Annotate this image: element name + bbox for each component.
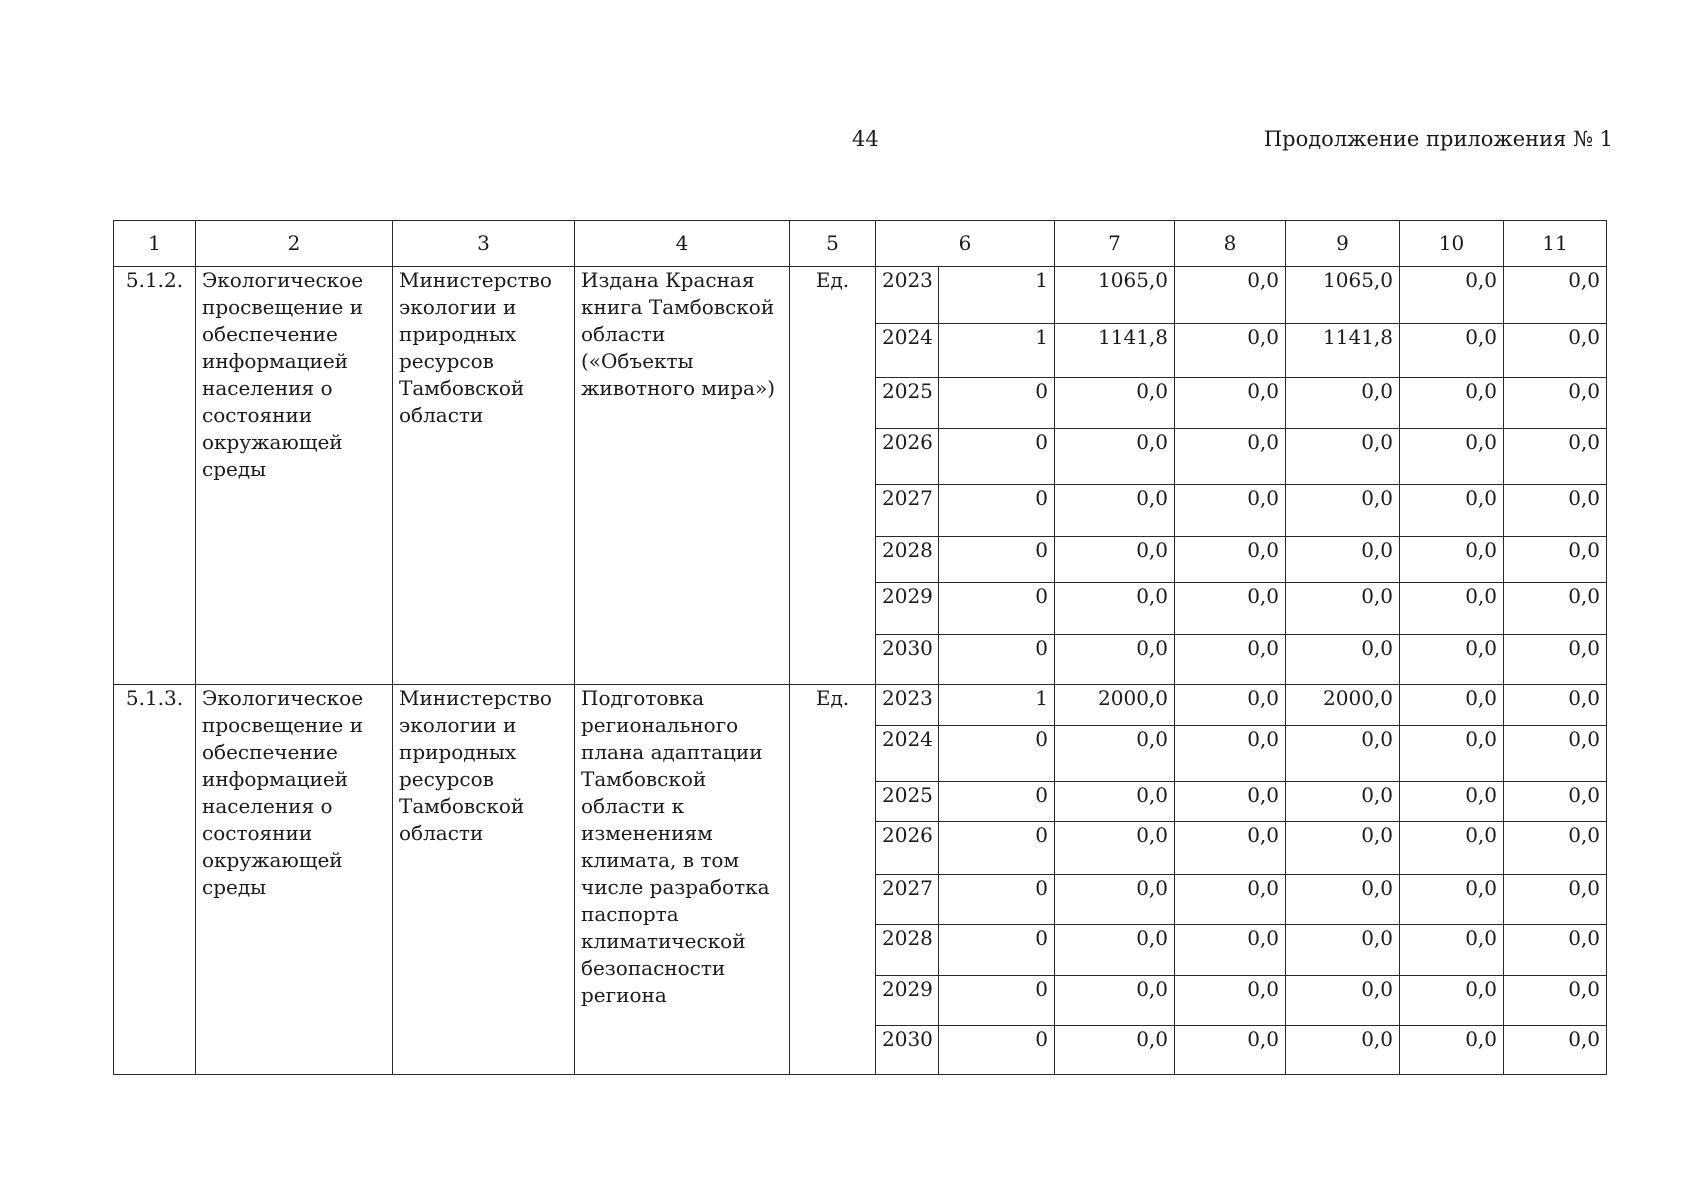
- regional-budget-cell: 0,0: [1286, 925, 1400, 976]
- extrabudgetary-funds-cell: 0,0: [1504, 378, 1607, 429]
- total-funding-cell: 1141,8: [1055, 324, 1175, 378]
- total-funding-cell: 0,0: [1055, 726, 1175, 782]
- column-header: 11: [1504, 221, 1607, 267]
- extrabudgetary-funds-cell: 0,0: [1504, 429, 1607, 485]
- activity-code: 5.1.3.: [114, 685, 196, 1075]
- total-funding-cell: 0,0: [1055, 925, 1175, 976]
- local-budget-cell: 0,0: [1400, 976, 1504, 1026]
- federal-budget-cell: 0,0: [1175, 324, 1286, 378]
- indicator-value-cell: 0: [939, 1026, 1055, 1075]
- local-budget-cell: 0,0: [1400, 583, 1504, 635]
- year-cell: 2028: [876, 925, 939, 976]
- column-header: 2: [196, 221, 393, 267]
- regional-budget-cell: 0,0: [1286, 378, 1400, 429]
- column-header: 5: [790, 221, 876, 267]
- federal-budget-cell: 0,0: [1175, 976, 1286, 1026]
- extrabudgetary-funds-cell: 0,0: [1504, 537, 1607, 583]
- year-cell: 2023: [876, 267, 939, 324]
- federal-budget-cell: 0,0: [1175, 875, 1286, 925]
- year-cell: 2026: [876, 822, 939, 875]
- regional-budget-cell: 0,0: [1286, 976, 1400, 1026]
- extrabudgetary-funds-cell: 0,0: [1504, 726, 1607, 782]
- federal-budget-cell: 0,0: [1175, 1026, 1286, 1075]
- total-funding-cell: 2000,0: [1055, 685, 1175, 726]
- unit-of-measure: Ед.: [790, 685, 876, 1075]
- indicator-value-cell: 0: [939, 583, 1055, 635]
- extrabudgetary-funds-cell: 0,0: [1504, 635, 1607, 685]
- federal-budget-cell: 0,0: [1175, 782, 1286, 822]
- federal-budget-cell: 0,0: [1175, 267, 1286, 324]
- column-header: 10: [1400, 221, 1504, 267]
- extrabudgetary-funds-cell: 0,0: [1504, 485, 1607, 537]
- indicator-value-cell: 0: [939, 726, 1055, 782]
- total-funding-cell: 0,0: [1055, 429, 1175, 485]
- indicator-value-cell: 0: [939, 485, 1055, 537]
- local-budget-cell: 0,0: [1400, 875, 1504, 925]
- local-budget-cell: 0,0: [1400, 485, 1504, 537]
- federal-budget-cell: 0,0: [1175, 685, 1286, 726]
- extrabudgetary-funds-cell: 0,0: [1504, 267, 1607, 324]
- year-cell: 2028: [876, 537, 939, 583]
- year-cell: 2025: [876, 378, 939, 429]
- extrabudgetary-funds-cell: 0,0: [1504, 822, 1607, 875]
- column-header: 3: [393, 221, 575, 267]
- table-row: [114, 267, 1607, 324]
- indicator-value-cell: 0: [939, 782, 1055, 822]
- year-cell: 2023: [876, 685, 939, 726]
- regional-budget-cell: 2000,0: [1286, 685, 1400, 726]
- column-header: 4: [575, 221, 790, 267]
- indicator-value-cell: 0: [939, 976, 1055, 1026]
- year-cell: 2030: [876, 635, 939, 685]
- indicator-value-cell: 1: [939, 685, 1055, 726]
- regional-budget-cell: 0,0: [1286, 485, 1400, 537]
- regional-budget-cell: 0,0: [1286, 635, 1400, 685]
- local-budget-cell: 0,0: [1400, 822, 1504, 875]
- year-cell: 2025: [876, 782, 939, 822]
- local-budget-cell: 0,0: [1400, 925, 1504, 976]
- extrabudgetary-funds-cell: 0,0: [1504, 1026, 1607, 1075]
- extrabudgetary-funds-cell: 0,0: [1504, 782, 1607, 822]
- unit-of-measure: Ед.: [790, 267, 876, 685]
- activity-name: Экологическое просвещение и обеспечение информацией населения о состоянии окружающей среды: [196, 685, 393, 1075]
- total-funding-cell: 0,0: [1055, 635, 1175, 685]
- total-funding-cell: 0,0: [1055, 583, 1175, 635]
- year-cell: 2027: [876, 875, 939, 925]
- column-header: 9: [1286, 221, 1400, 267]
- total-funding-cell: 0,0: [1055, 782, 1175, 822]
- federal-budget-cell: 0,0: [1175, 485, 1286, 537]
- local-budget-cell: 0,0: [1400, 537, 1504, 583]
- total-funding-cell: 0,0: [1055, 976, 1175, 1026]
- federal-budget-cell: 0,0: [1175, 822, 1286, 875]
- federal-budget-cell: 0,0: [1175, 537, 1286, 583]
- regional-budget-cell: 0,0: [1286, 782, 1400, 822]
- column-header: 1: [114, 221, 196, 267]
- local-budget-cell: 0,0: [1400, 267, 1504, 324]
- regional-budget-cell: 0,0: [1286, 822, 1400, 875]
- program-activities-table: [113, 220, 1607, 1075]
- regional-budget-cell: 1141,8: [1286, 324, 1400, 378]
- indicator-value-cell: 1: [939, 324, 1055, 378]
- extrabudgetary-funds-cell: 0,0: [1504, 875, 1607, 925]
- total-funding-cell: 0,0: [1055, 378, 1175, 429]
- year-cell: 2024: [876, 726, 939, 782]
- indicator-value-cell: 0: [939, 429, 1055, 485]
- local-budget-cell: 0,0: [1400, 726, 1504, 782]
- table-row: [114, 685, 1607, 726]
- local-budget-cell: 0,0: [1400, 1026, 1504, 1075]
- federal-budget-cell: 0,0: [1175, 583, 1286, 635]
- year-cell: 2029: [876, 976, 939, 1026]
- local-budget-cell: 0,0: [1400, 685, 1504, 726]
- local-budget-cell: 0,0: [1400, 635, 1504, 685]
- federal-budget-cell: 0,0: [1175, 726, 1286, 782]
- regional-budget-cell: 0,0: [1286, 875, 1400, 925]
- activity-code: 5.1.2.: [114, 267, 196, 685]
- table-body: [114, 221, 1607, 1075]
- expected-result: Издана Красная книга Тамбовской области («Объекты животного мира»): [575, 267, 790, 685]
- indicator-value-cell: 0: [939, 537, 1055, 583]
- regional-budget-cell: 0,0: [1286, 583, 1400, 635]
- total-funding-cell: 0,0: [1055, 537, 1175, 583]
- responsible-executor: Министерство экологии и природных ресурсов Тамбовской области: [393, 685, 575, 1075]
- indicator-value-cell: 0: [939, 925, 1055, 976]
- regional-budget-cell: 0,0: [1286, 1026, 1400, 1075]
- regional-budget-cell: 0,0: [1286, 429, 1400, 485]
- total-funding-cell: 0,0: [1055, 1026, 1175, 1075]
- local-budget-cell: 0,0: [1400, 782, 1504, 822]
- appendix-continuation-label: Продолжение приложения № 1: [1263, 127, 1613, 151]
- total-funding-cell: 0,0: [1055, 485, 1175, 537]
- column-header: 7: [1055, 221, 1175, 267]
- extrabudgetary-funds-cell: 0,0: [1504, 976, 1607, 1026]
- extrabudgetary-funds-cell: 0,0: [1504, 324, 1607, 378]
- total-funding-cell: 0,0: [1055, 875, 1175, 925]
- year-cell: 2027: [876, 485, 939, 537]
- regional-budget-cell: 1065,0: [1286, 267, 1400, 324]
- column-header: 6: [876, 221, 1055, 267]
- page-number: 44: [852, 127, 879, 151]
- extrabudgetary-funds-cell: 0,0: [1504, 925, 1607, 976]
- extrabudgetary-funds-cell: 0,0: [1504, 583, 1607, 635]
- indicator-value-cell: 0: [939, 378, 1055, 429]
- indicator-value-cell: 0: [939, 822, 1055, 875]
- year-cell: 2024: [876, 324, 939, 378]
- year-cell: 2030: [876, 1026, 939, 1075]
- expected-result: Подготовка регионального плана адаптации Тамбовской области к изменениям климата, в том числе разработка паспорта климатической безопасности региона: [575, 685, 790, 1075]
- federal-budget-cell: 0,0: [1175, 429, 1286, 485]
- regional-budget-cell: 0,0: [1286, 726, 1400, 782]
- column-header: 8: [1175, 221, 1286, 267]
- extrabudgetary-funds-cell: 0,0: [1504, 685, 1607, 726]
- responsible-executor: Министерство экологии и природных ресурсов Тамбовской области: [393, 267, 575, 685]
- column-header-row: [114, 221, 1607, 267]
- year-cell: 2026: [876, 429, 939, 485]
- regional-budget-cell: 0,0: [1286, 537, 1400, 583]
- local-budget-cell: 0,0: [1400, 429, 1504, 485]
- total-funding-cell: 1065,0: [1055, 267, 1175, 324]
- federal-budget-cell: 0,0: [1175, 378, 1286, 429]
- federal-budget-cell: 0,0: [1175, 925, 1286, 976]
- federal-budget-cell: 0,0: [1175, 635, 1286, 685]
- year-cell: 2029: [876, 583, 939, 635]
- local-budget-cell: 0,0: [1400, 378, 1504, 429]
- local-budget-cell: 0,0: [1400, 324, 1504, 378]
- indicator-value-cell: 0: [939, 875, 1055, 925]
- indicator-value-cell: 0: [939, 635, 1055, 685]
- total-funding-cell: 0,0: [1055, 822, 1175, 875]
- indicator-value-cell: 1: [939, 267, 1055, 324]
- activity-name: Экологическое просвещение и обеспечение информацией населения о состоянии окружающей среды: [196, 267, 393, 685]
